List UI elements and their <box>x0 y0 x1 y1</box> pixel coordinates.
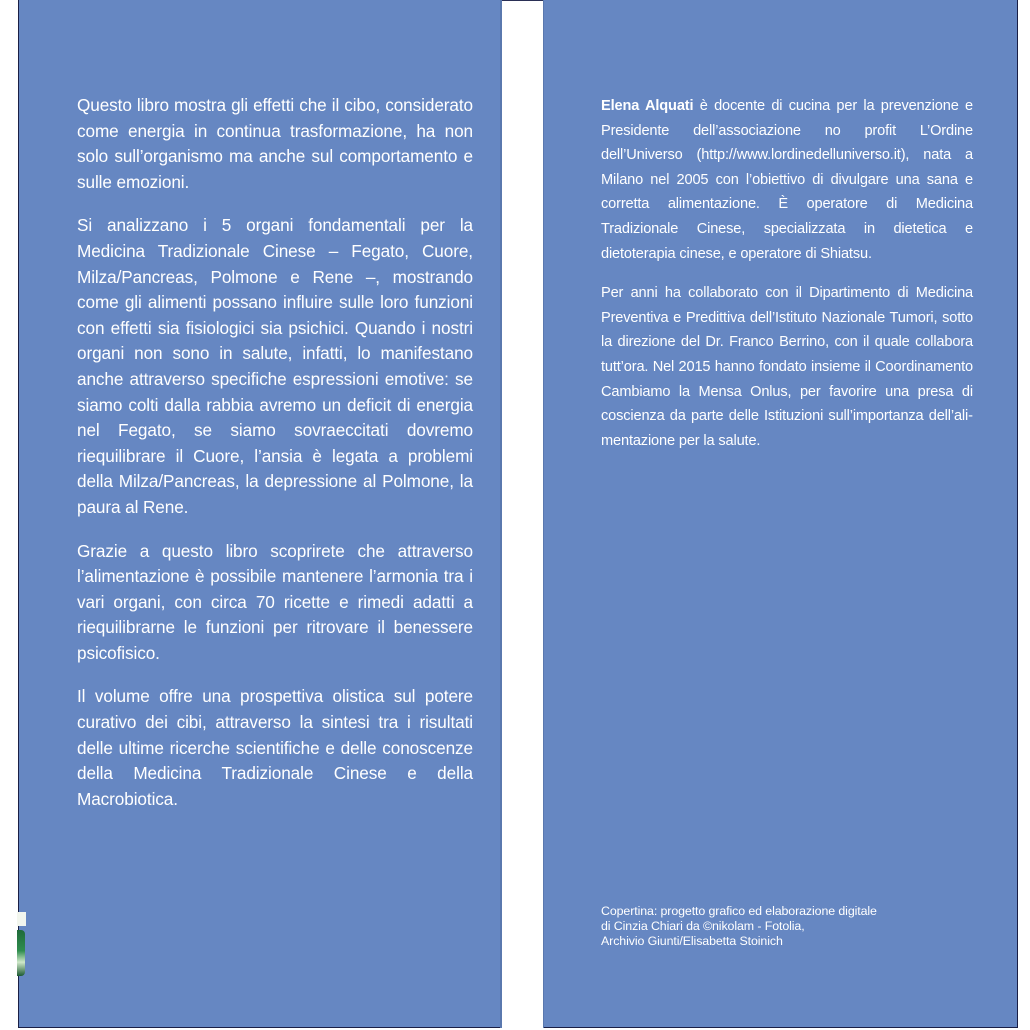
left-panel <box>18 0 501 1028</box>
author-bio <box>601 94 973 468</box>
credits-line-2: di Cinzia Chiari da ©nikolam - Fotolia, <box>601 919 805 934</box>
cover-art-green-leaf <box>17 930 25 976</box>
description-paragraph-2: Si analizzano i 5 organi fondamentali per la Medicina Tradizionale Cinese – Fegato, Cuore, Milza/Pancreas, Polmone e Rene –, mostrando come gli alimenti possano influire sulle loro funzioni con effetti sia fisiologici sia psichici. Quando i nostri organi non sono in salute, infatti, lo manifestano anche attraverso specifiche espressioni emotive: se siamo colti dalla rabbia avremo un deficit di energia nel Fegato, se siamo sovraeccitati dovremo riequilibrare il Cuore, l’ansia è legata a problemi della Milza/Pancreas, la depressione al Polmone, la paura al Rene. <box>77 215 473 517</box>
cover-art-white-strip <box>17 912 26 926</box>
credits-line-3: Archivio Giunti/Elisabetta Stoinich <box>601 934 783 949</box>
description-paragraph-3: Grazie a questo libro scoprirete che attraverso l’alimentazione è possibile mantenere l’armonia tra i vari organi, con circa 70 ricette e rimedi adatti a riequilibrarne le funzioni per ritrovare il benessere psicofisico. <box>77 540 473 663</box>
bio-paragraph-1 <box>601 94 973 266</box>
cover-credits <box>601 904 931 950</box>
credits-line-1: Copertina: progetto grafico ed elaborazione digitale <box>601 904 877 918</box>
gutter-edge-left <box>500 0 502 1028</box>
bio-paragraph-2: Per anni ha collaborato con il Dipartimento di Medicina Preventiva e Predittiva dell’Istituto Nazionale Tumori, sotto la direzione del Dr. Franco Berrino, con il quale collabora tutt’ora. Nel 2015 hanno fondato insieme il Coordinamento Cambiamo la Mensa Onlus, per favorire una presa di coscienza da parte delle Istituzioni sull’importanza dell’alimentazione per la salute. <box>601 285 973 449</box>
right-panel <box>544 0 1018 1028</box>
description-paragraph-1: Questo libro mostra gli effetti che il cibo, considerato come energia in continua trasformazione, ha non solo sull’organismo ma anche sul comportamento e sulle emozioni. <box>77 95 473 192</box>
bio-paragraph-1-text: è docente di cucina per la prevenzione e Presidente dell’associazione no profit L’Ordine dell’Universo (http://www.lordinedelluniverso.it), nata a Milano nel 2005 con l’obiettivo di divulgare una sana e corretta alimentazione. È operatore di Medicina Tradizionale Cinese, specializzata in dietetica e dietoterapia cinese, e operatore di Shiatsu. <box>601 98 973 262</box>
cover-art-sliver <box>17 912 26 992</box>
author-name: Elena Alquati <box>601 98 694 114</box>
book-description <box>77 93 473 830</box>
description-paragraph-4: Il volume offre una prospettiva olistica sul potere curativo dei cibi, attraverso la sintesi tra i risultati delle ultime ricerche scientifiche e delle conoscenze della Medicina Tradizionale Cinese e della Macrobiotica. <box>77 686 473 809</box>
